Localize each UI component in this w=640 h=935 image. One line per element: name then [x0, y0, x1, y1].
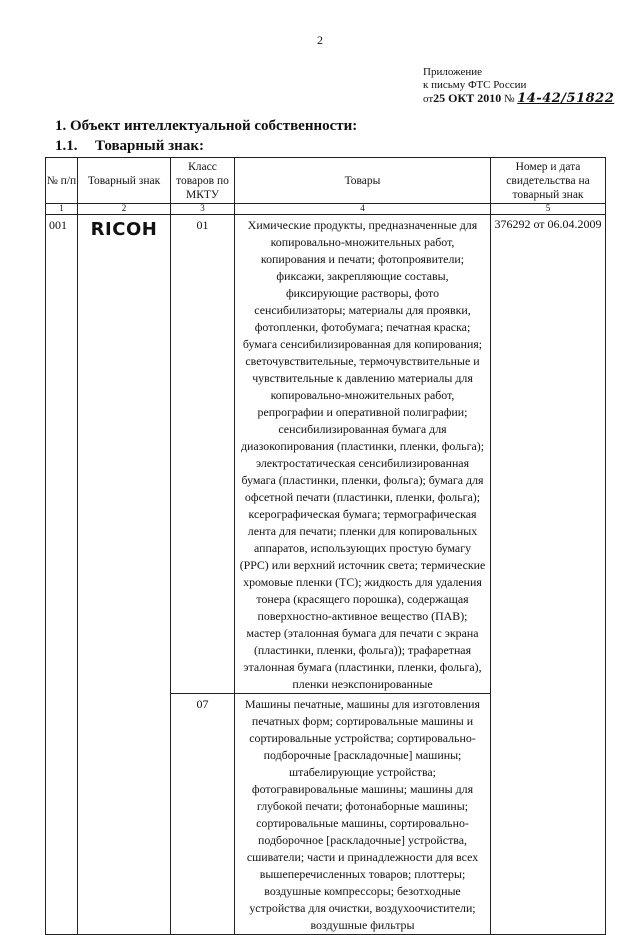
class-cell: 01 — [171, 215, 235, 694]
column-number: 2 — [78, 204, 171, 215]
annex-block — [423, 66, 614, 106]
column-number: 3 — [171, 204, 235, 215]
column-number: 1 — [46, 204, 78, 215]
header-index: № п/п — [46, 158, 78, 204]
header-trademark: Товарный знак — [78, 158, 171, 204]
letter-number: 14-42/51822 — [517, 91, 615, 106]
subsection-label: Товарный знак: — [95, 138, 204, 154]
header-certificate: Номер и дата свидетельства на товарный знак — [491, 158, 606, 204]
header-class: Класс товаров по МКТУ — [171, 158, 235, 204]
column-number-row — [46, 204, 606, 215]
letter-date: 25 ОКТ 2010 — [433, 91, 502, 105]
goods-text: Химические продукты, предназначенные для копировально-множительных работ, копирования и печати; фотопроявители; фиксажи, закрепляющие составы, фиксирующие растворы, фото сенсибилизаторы; материалы для проявки, фотопленки, фотобумага; печатная краска; бумага сенсибилизированная для копирования; светочувствительные, термочувствительные и чувствительные к давлению материалы для копировально-множительных работ, репрографии и оперативной полиграфии; сенсибилизированная бумага для диазокопирования (пластинки, пленки, фольга); электростатическая сенсибилизированная бумага (пластинки, пленки, фольга); бумага для офсетной печати (пластинки, пленки, фольга); ксерографическая бумага; термографическая лента для печати; пленки для копировальных аппаратов, использующих простую бумагу (PPC) или верхний источник света; термические хромовые пленки (TC); жидкость для удаления тонера (красящего порошка), содержащая поверхностно-активное вещество (ПАВ); мастер (эталонная бумага для печати с экрана (пластинки, пленки, фольга)); трафаретная эталонная бумага (пластинки, пленки, фольга), пленки неэкспонированные — [239, 218, 486, 691]
column-number: 4 — [235, 204, 491, 215]
header-goods: Товары — [235, 158, 491, 204]
table-row — [46, 215, 606, 694]
section-title: 1. Объект интеллектуальной собственности: — [55, 118, 358, 134]
page-number: 2 — [317, 33, 323, 47]
class-cell: 07 — [171, 694, 235, 935]
goods-cell — [235, 215, 491, 694]
annex-title: Приложение — [423, 66, 483, 78]
table-header-row — [46, 158, 606, 204]
number-prefix: № — [503, 93, 515, 105]
goods-cell — [235, 694, 491, 935]
trademark-table — [45, 157, 606, 935]
trademark-cell — [78, 215, 171, 935]
date-prefix: от — [423, 93, 434, 105]
annex-letter-ref: к письму ФТС России — [423, 79, 527, 91]
annex-date-number — [423, 92, 614, 106]
subsection-number: 1.1. — [55, 138, 78, 154]
goods-text: Машины печатные, машины для изготовления печатных форм; сортировальные машины и сортировальные устройства; сортировально-подборочные [раскладочные] машины; штабелирующие устройства; фотогравировальные машины; машины для глубокой печати; фотонаборные машины; сортировальные машины, сортировально-подборочное [раскладочные] устройства, сшиватели; части и принадлежности для всех вышеперечисленных товаров; плоттеры; воздушные компрессоры; безотходные устройства для очистки, воздухоочистители; воздушные фильтры — [244, 697, 481, 932]
certificate-cell: 376292 от 06.04.2009 — [491, 215, 606, 935]
ricoh-logo: RICOH — [90, 219, 158, 240]
subsection-title — [55, 138, 204, 155]
column-number: 5 — [491, 204, 606, 215]
row-index: 001 — [46, 215, 78, 935]
